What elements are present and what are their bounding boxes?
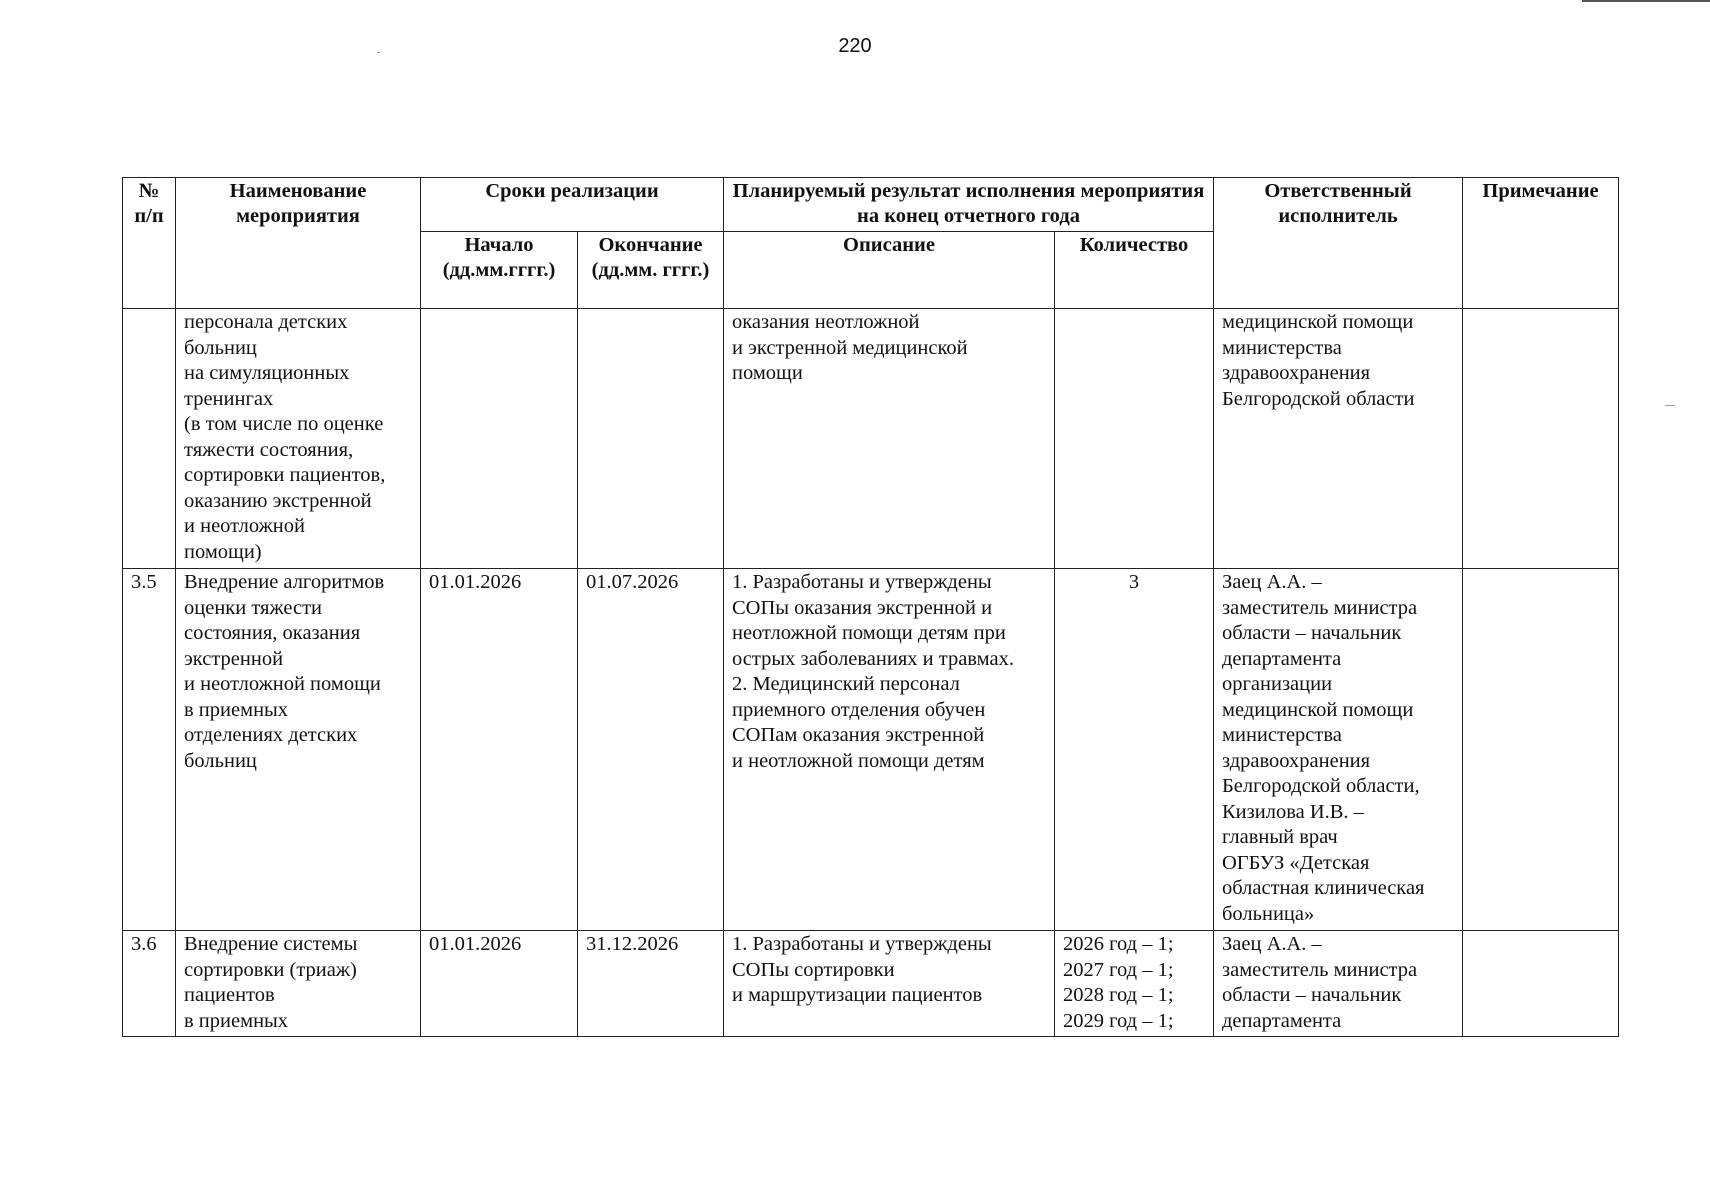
cell-line: отделениях детских — [184, 724, 358, 746]
cell-quantity — [1055, 569, 1214, 931]
cell-line: 2029 год – 1; — [1063, 1009, 1174, 1032]
cell-line: 1. Разработаны и утверждены — [732, 571, 992, 593]
cell-line: сортировки пациентов, — [184, 464, 386, 486]
cell-line: в приемных — [184, 698, 289, 721]
cell-line: 1. Разработаны и утверждены — [732, 933, 992, 955]
header-start: Начало (дд.мм.гггг.) — [421, 232, 578, 309]
cell-note — [1463, 931, 1619, 1037]
cell-line: больниц — [184, 749, 257, 772]
cell-line: области – начальник — [1222, 984, 1402, 1006]
header-result: Планируемый результат исполнения мероприятия на конец отчетного года — [724, 178, 1214, 232]
header-row-1 — [123, 178, 1619, 232]
cell-line: 2027 год – 1; — [1063, 958, 1174, 981]
header-description: Описание — [724, 232, 1055, 309]
cell-line: тренингах — [184, 387, 274, 410]
table-row — [123, 309, 1619, 569]
cell-line: ОГБУЗ «Детская — [1222, 851, 1370, 874]
cell-line: министерства — [1222, 336, 1342, 359]
cell-line: Кизилова И.В. – — [1222, 800, 1364, 823]
cell-name — [176, 569, 421, 931]
cell-line: персонала детских — [184, 311, 348, 333]
cell-end — [578, 309, 724, 569]
cell-line: области – начальник — [1222, 622, 1402, 644]
cell-line: областная клиническая — [1222, 877, 1425, 899]
cell-line: заместитель министра — [1222, 596, 1418, 619]
plan-table — [122, 177, 1619, 1037]
cell-line: на симуляционных — [184, 362, 350, 384]
cell-name — [176, 931, 421, 1037]
cell-line: приемного отделения обучен — [732, 698, 986, 721]
cell-line: 2026 год – 1; — [1063, 933, 1174, 955]
cell-line: организации — [1222, 673, 1333, 695]
cell-line: помощи) — [184, 540, 262, 563]
header-responsible: Ответственный исполнитель — [1214, 178, 1463, 309]
cell-line: медицинской помощи — [1222, 311, 1414, 333]
cell-line: неотложной помощи детям при — [732, 622, 1006, 644]
cell-num: 3.5 — [123, 569, 176, 931]
cell-line: тяжести состояния, — [184, 438, 354, 461]
scan-edge-mark — [1582, 0, 1710, 2]
scan-speck — [1665, 405, 1675, 406]
cell-line: Внедрение алгоритмов — [184, 571, 385, 593]
cell-line: 2. Медицинский персонал — [732, 673, 960, 695]
header-num: № п/п — [123, 178, 176, 309]
cell-note — [1463, 309, 1619, 569]
cell-line: Заец А.А. – — [1222, 933, 1322, 955]
cell-line: 2028 год – 1; — [1063, 984, 1174, 1006]
cell-line: больниц — [184, 336, 257, 359]
cell-description — [724, 931, 1055, 1037]
cell-description — [724, 569, 1055, 931]
cell-line: оказанию экстренной — [184, 489, 372, 512]
header-quantity: Количество — [1055, 232, 1214, 309]
cell-end: 31.12.2026 — [578, 931, 724, 1037]
cell-start: 01.01.2026 — [421, 931, 578, 1037]
cell-line: (в том числе по оценке — [184, 413, 384, 435]
cell-line: оценки тяжести — [184, 596, 322, 619]
cell-line: и экстренной медицинской — [732, 336, 968, 359]
cell-line: 3 — [1128, 571, 1140, 593]
cell-line: состояния, оказания — [184, 622, 361, 644]
cell-line: помощи — [732, 362, 803, 384]
cell-line: медицинской помощи — [1222, 698, 1414, 721]
cell-line: главный врач — [1222, 826, 1338, 848]
cell-line: департамента — [1222, 647, 1342, 670]
cell-end: 01.07.2026 — [578, 569, 724, 931]
header-note: Примечание — [1463, 178, 1619, 309]
cell-line: в приемных — [184, 1009, 289, 1032]
cell-line: здравоохранения — [1222, 749, 1371, 772]
cell-line: министерства — [1222, 724, 1342, 746]
cell-name — [176, 309, 421, 569]
cell-quantity — [1055, 309, 1214, 569]
cell-num — [123, 309, 176, 569]
cell-start — [421, 309, 578, 569]
header-name: Наименование мероприятия — [176, 178, 421, 309]
cell-line: Белгородской области — [1222, 387, 1415, 410]
cell-start: 01.01.2026 — [421, 569, 578, 931]
header-end: Окончание (дд.мм. гггг.) — [578, 232, 724, 309]
cell-line: здравоохранения — [1222, 362, 1371, 384]
cell-line: СОПам оказания экстренной — [732, 724, 985, 746]
cell-line: сортировки (триаж) — [184, 958, 357, 981]
cell-description — [724, 309, 1055, 569]
cell-line: заместитель министра — [1222, 958, 1418, 981]
cell-line: оказания неотложной — [732, 311, 920, 333]
page-number: 220 — [838, 35, 872, 57]
table-row — [123, 569, 1619, 931]
cell-line: департамента — [1222, 1009, 1342, 1032]
cell-line: и неотложной помощи детям — [732, 749, 985, 772]
cell-line: Белгородской области, — [1222, 775, 1420, 797]
cell-line: пациентов — [184, 984, 275, 1006]
cell-line: Заец А.А. – — [1222, 571, 1322, 593]
table-row — [123, 931, 1619, 1037]
cell-line: СОПы сортировки — [732, 958, 895, 981]
cell-line: и неотложной помощи — [184, 673, 381, 695]
cell-num: 3.6 — [123, 931, 176, 1037]
cell-line: экстренной — [184, 647, 284, 670]
header-terms: Сроки реализации — [421, 178, 724, 232]
cell-note — [1463, 569, 1619, 931]
cell-line: Внедрение системы — [184, 933, 358, 955]
cell-line: острых заболеваниях и травмах. — [732, 647, 1014, 670]
cell-line: и неотложной — [184, 515, 305, 537]
cell-quantity — [1055, 931, 1214, 1037]
cell-line: больница» — [1222, 902, 1315, 925]
cell-responsible — [1214, 309, 1463, 569]
cell-line: и маршрутизации пациентов — [732, 984, 983, 1006]
cell-responsible — [1214, 931, 1463, 1037]
scan-speck — [377, 52, 380, 53]
cell-responsible — [1214, 569, 1463, 931]
cell-line: СОПы оказания экстренной и — [732, 596, 993, 619]
